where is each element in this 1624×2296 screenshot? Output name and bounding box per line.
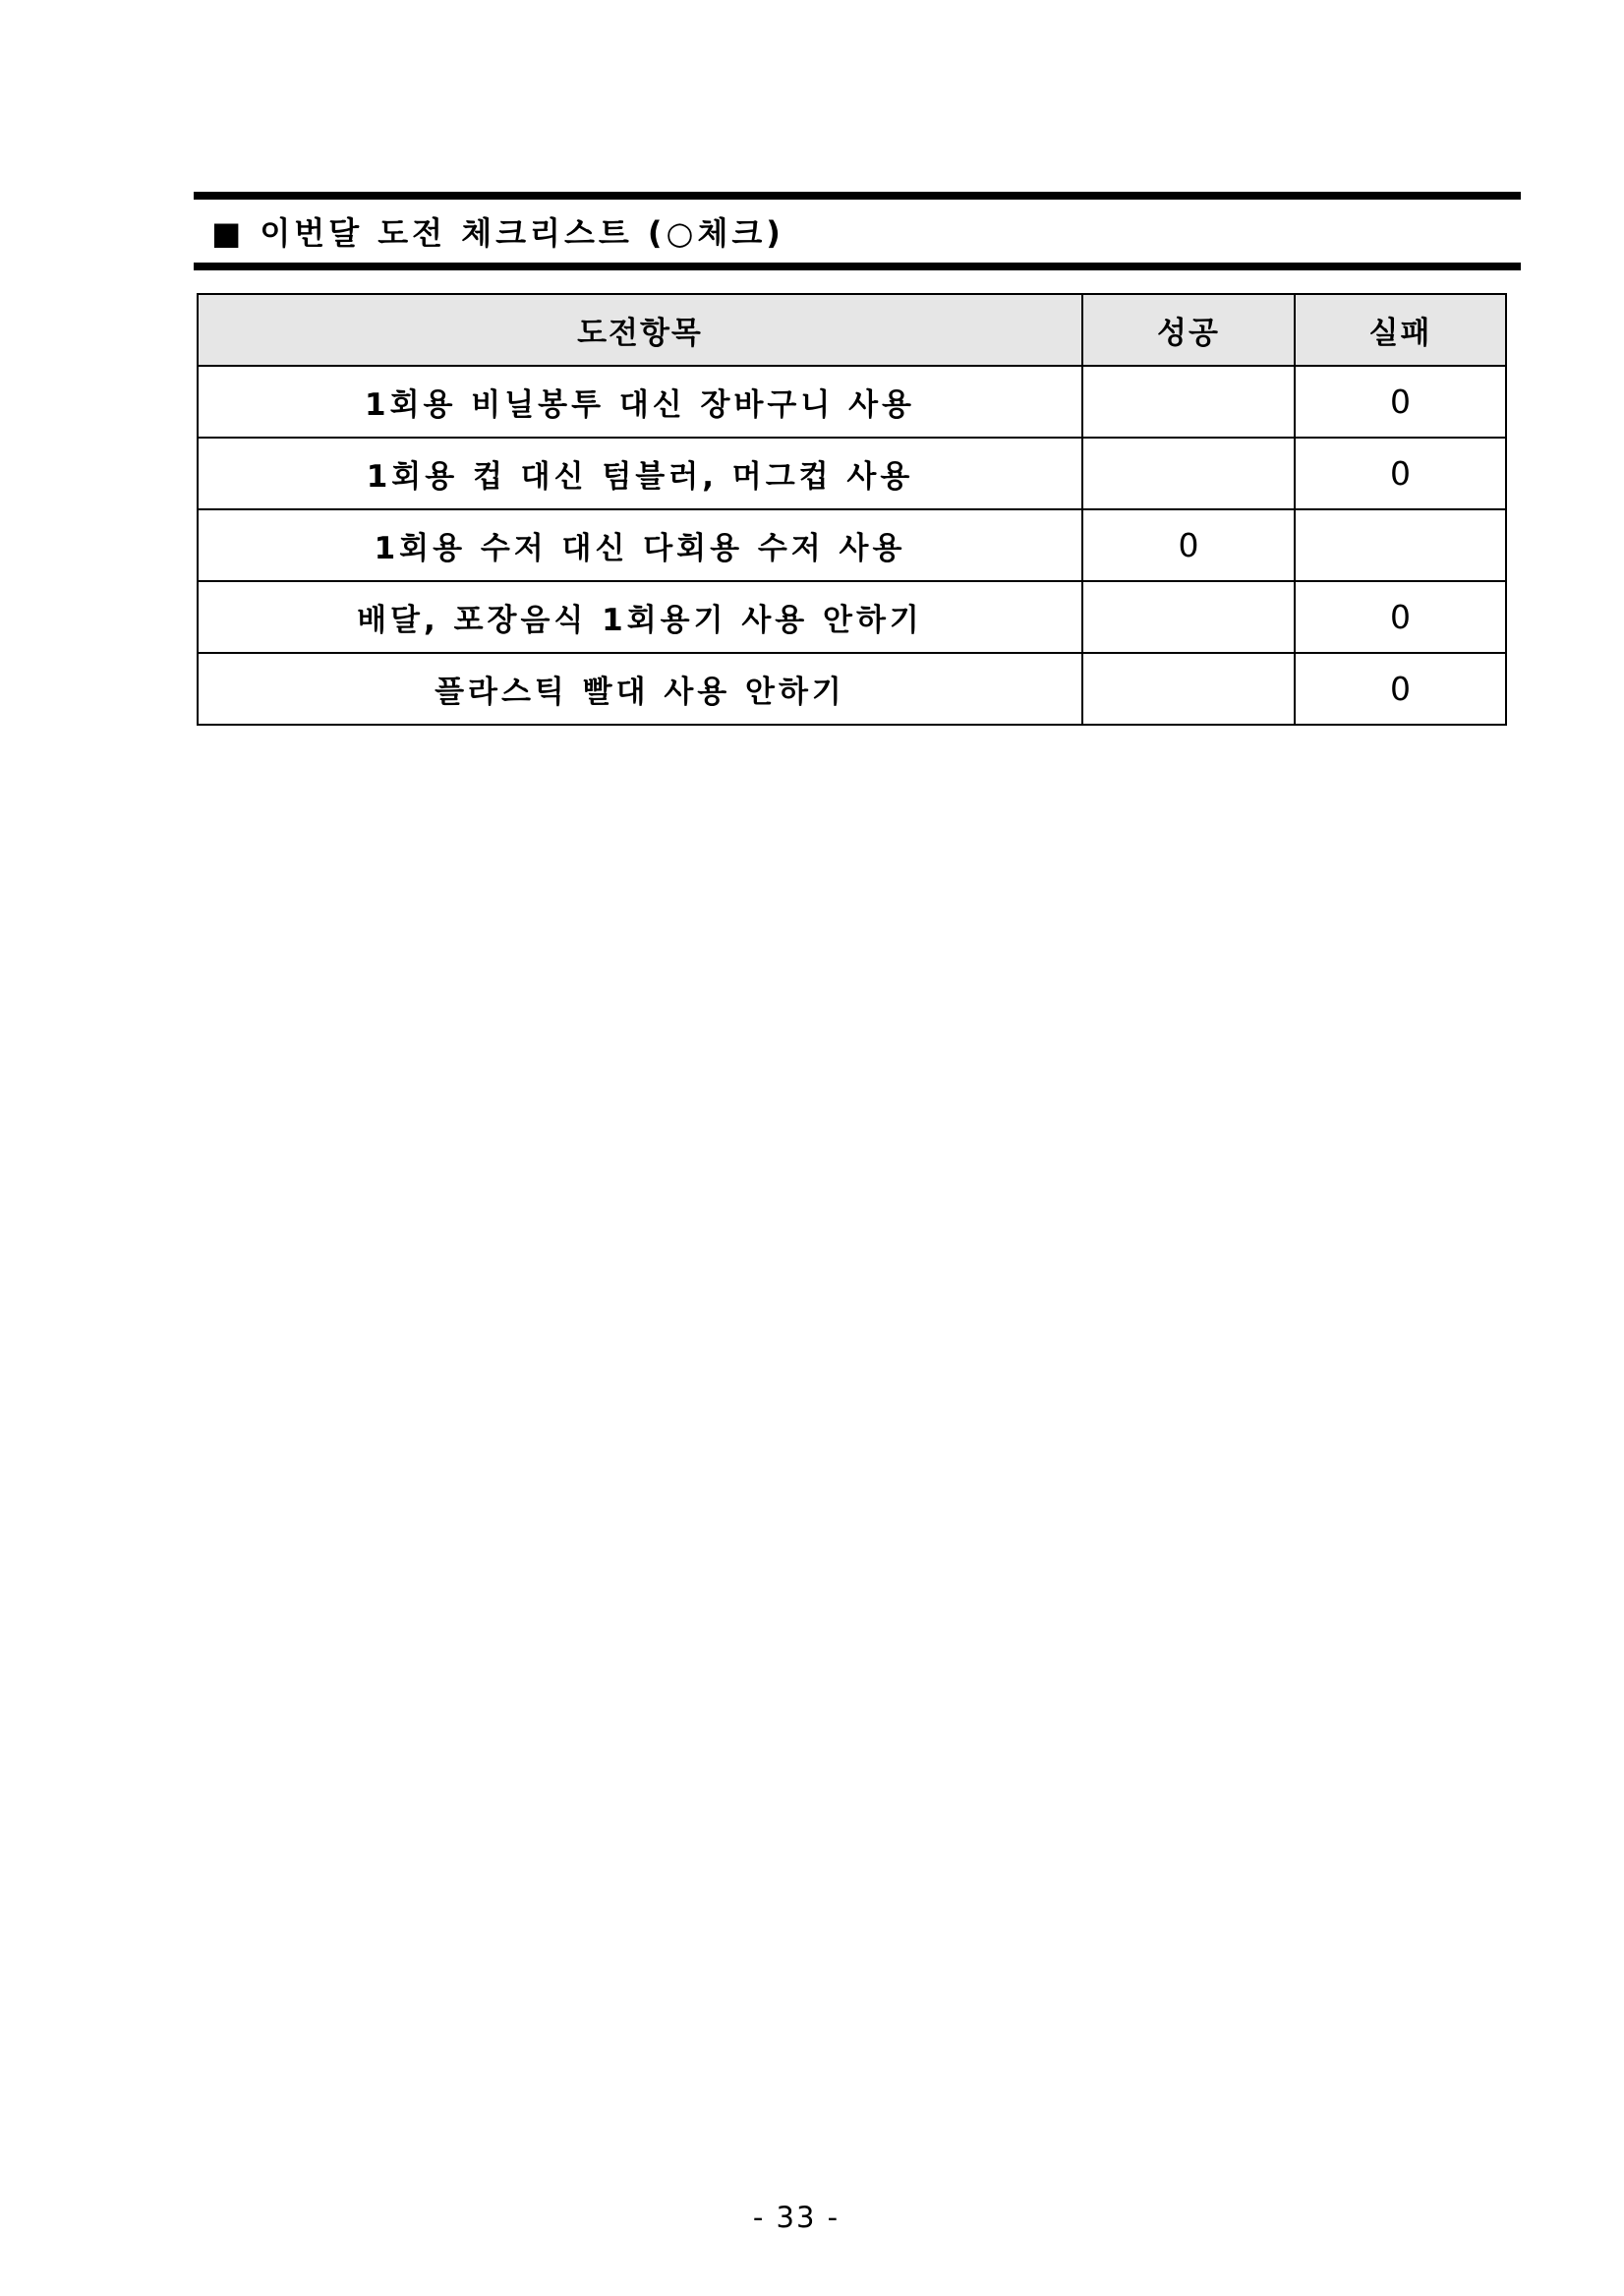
- challenge-checklist-table: [197, 293, 1507, 726]
- table-row: [198, 653, 1506, 725]
- section-title-text: 이번달 도전 체크리스트 (○체크): [260, 214, 784, 252]
- challenge-item-cell: 1회용 수저 대신 다회용 수저 사용: [198, 509, 1082, 581]
- challenge-item-cell: 플라스틱 빨대 사용 안하기: [198, 653, 1082, 725]
- section-title: [211, 208, 784, 254]
- fail-cell[interactable]: 0: [1295, 438, 1506, 509]
- success-cell[interactable]: [1082, 438, 1295, 509]
- success-cell[interactable]: [1082, 581, 1295, 653]
- challenge-item-cell: 배달, 포장음식 1회용기 사용 안하기: [198, 581, 1082, 653]
- success-cell[interactable]: [1082, 653, 1295, 725]
- table-row: [198, 509, 1506, 581]
- page-number: - 33 -: [752, 2201, 841, 2234]
- success-cell[interactable]: [1082, 366, 1295, 438]
- header-success: 성공: [1082, 294, 1295, 366]
- fail-cell[interactable]: 0: [1295, 366, 1506, 438]
- section-header: [194, 192, 1521, 270]
- table-row: [198, 581, 1506, 653]
- challenge-item-cell: 1회용 컵 대신 텀블러, 머그컵 사용: [198, 438, 1082, 509]
- table-row: [198, 438, 1506, 509]
- table-header-row: [198, 294, 1506, 366]
- square-bullet-icon: ■: [211, 214, 246, 252]
- fail-cell[interactable]: 0: [1295, 581, 1506, 653]
- header-fail: 실패: [1295, 294, 1506, 366]
- fail-cell[interactable]: 0: [1295, 653, 1506, 725]
- fail-cell[interactable]: [1295, 509, 1506, 581]
- success-cell[interactable]: 0: [1082, 509, 1295, 581]
- table-row: [198, 366, 1506, 438]
- challenge-item-cell: 1회용 비닐봉투 대신 장바구니 사용: [198, 366, 1082, 438]
- header-challenge-item: 도전항목: [198, 294, 1082, 366]
